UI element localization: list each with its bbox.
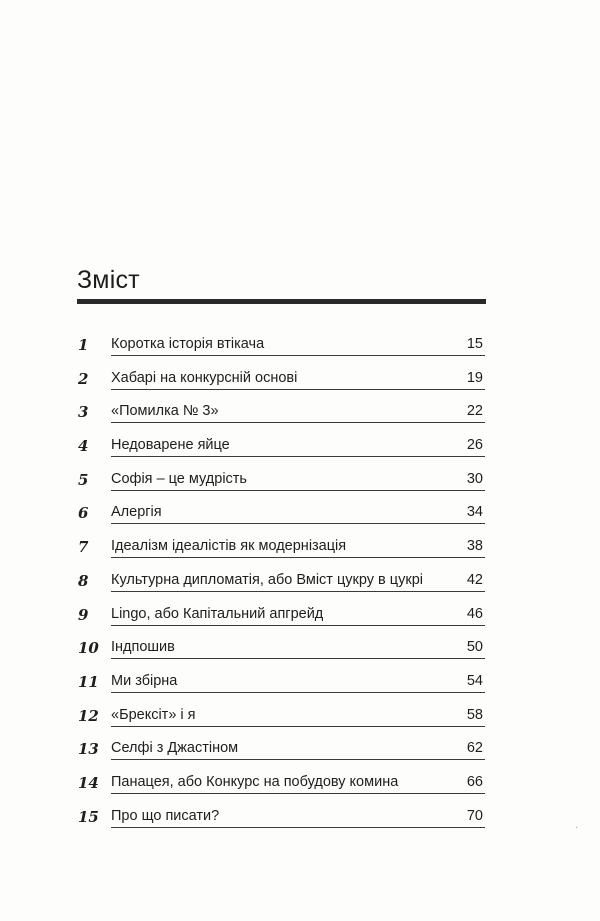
page-number: 22 [466,403,483,420]
toc-list [0,332,600,837]
page-number: 26 [466,437,483,454]
entry-underline [111,804,485,828]
page-number: 46 [466,605,483,622]
chapter-title: Культурна дипломатія, або Вміст цукру в цукрі [111,571,423,588]
chapter-title: Коротка історія втікача [111,336,265,352]
chapter-number: 1 [78,336,89,354]
entry-underline [111,399,485,423]
entry-underline [111,669,485,693]
page-number: 19 [466,369,483,386]
toc-entry[interactable] [0,736,600,770]
entry-underline [111,568,485,592]
chapter-title: Індпошив [111,639,175,656]
toc-entry[interactable] [0,399,600,433]
chapter-title: Lingo, або Капітальний апгрейд [111,605,324,622]
page-number: 70 [466,807,483,824]
toc-entry[interactable] [0,770,600,804]
toc-entry[interactable] [0,467,600,501]
chapter-title: Ідеалізм ідеалістів як модернізація [111,538,347,555]
entry-underline [111,366,485,390]
toc-entry[interactable] [0,366,600,400]
title-rule [77,299,486,304]
toc-entry[interactable] [0,602,600,636]
chapter-number: 12 [78,706,99,725]
entry-underline [111,500,485,524]
entry-underline [111,467,485,491]
entry-underline [111,433,485,457]
chapter-number: 10 [78,639,99,658]
page-number: 50 [466,639,483,656]
chapter-number: 13 [78,740,99,759]
entry-underline [111,602,485,626]
page-number: 34 [466,504,483,521]
page-number: 62 [466,740,483,757]
entry-underline [111,332,485,356]
chapter-number: 14 [78,773,99,792]
toc-entry[interactable] [0,669,600,703]
chapter-title: Про що писати? [111,807,220,824]
toc-entry[interactable] [0,568,600,602]
chapter-number: 9 [78,605,89,624]
entry-underline [111,635,485,659]
chapter-number: 4 [78,437,89,456]
chapter-title: Ми збірна [111,672,178,689]
chapter-title: Селфі з Джастіном [111,740,239,757]
entry-underline [111,770,485,794]
page-number: 38 [466,538,483,555]
chapter-number: 7 [78,538,89,557]
toc-entry[interactable] [0,500,600,534]
chapter-number: 2 [78,369,89,388]
entry-underline [111,534,485,558]
chapter-title: Панацея, або Конкурс на побудову комина [111,773,399,790]
chapter-title: Недоварене яйце [111,437,230,454]
toc-entry[interactable] [0,703,600,737]
page-title: Зміст [77,266,140,294]
page-number: 66 [466,773,483,790]
toc-entry[interactable] [0,332,600,366]
page-number: 42 [466,571,483,588]
chapter-number: 6 [78,504,89,523]
chapter-title: Алергія [111,504,162,521]
toc-entry[interactable] [0,433,600,467]
chapter-number: 11 [78,672,99,691]
chapter-title: «Брексіт» і я [111,706,196,723]
chapter-number: 3 [78,403,89,422]
entry-underline [111,736,485,760]
chapter-number: 5 [78,470,89,489]
page-number: 15 [466,336,483,352]
scan-speck: · [575,822,579,833]
chapter-number: 8 [78,571,89,590]
toc-entry[interactable] [0,804,600,838]
chapter-number: 15 [78,807,99,826]
page-number: 30 [466,470,483,487]
chapter-title: Хабарі на конкурсній основі [111,369,298,386]
page-number: 58 [466,706,483,723]
chapter-title: Софія – це мудрість [111,470,247,487]
toc-entry[interactable] [0,534,600,568]
entry-underline [111,703,485,727]
toc-entry[interactable] [0,635,600,669]
chapter-title: «Помилка № 3» [111,403,219,420]
page-number: 54 [466,672,483,689]
